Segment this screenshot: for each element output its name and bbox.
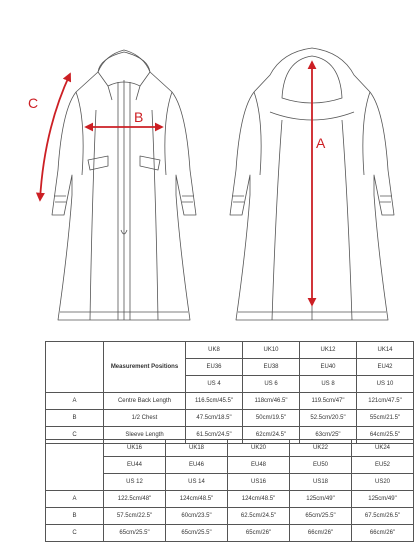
coat-front-view xyxy=(52,50,196,320)
size-row-us: US 12 US 14 US16 US18 US20 xyxy=(46,474,414,491)
size-row-eu: EU44 EU46 EU48 EU50 EU52 xyxy=(46,457,414,474)
table-row: A 122.5cm/48" 124cm/48.5" 124cm/48.5" 125cm/49" 125cm/49" xyxy=(46,491,414,508)
table-row: C 65cm/25.5" 65cm/25.5" 65cm/26" 66cm/26" 66cm/26" xyxy=(46,525,414,542)
measurement-positions-header: Measurement Positions xyxy=(104,342,186,393)
label-a: A xyxy=(316,135,326,151)
size-row-eu: EU36 EU38 EU40 EU42 xyxy=(46,359,414,376)
table-row: B 1/2 Chest 47.5cm/18.5" 50cm/19.5" 52.5cm/20.5" 55cm/21.5" xyxy=(46,410,414,427)
size-chart-table-uk8-uk14 xyxy=(45,341,414,444)
size-row-uk: Measurement Positions UK8 UK10 UK12 UK14 xyxy=(46,342,414,359)
table-row: A Centre Back Length 116.5cm/45.5" 118cm/46.5" 119.5cm/47" 121cm/47.5" xyxy=(46,393,414,410)
size-row-uk: UK16 UK18 UK20 UK22 UK24 xyxy=(46,440,414,457)
size-chart-table-uk16-uk24 xyxy=(45,439,414,542)
table-row: C Sleeve Length 61.5cm/24.5" 62cm/24.5" 63cm/25" 64cm/25.5" xyxy=(46,427,414,444)
measure-c-arrow xyxy=(40,74,70,200)
label-b: B xyxy=(134,109,144,125)
size-row-us: US 4 US 6 US 8 US 10 xyxy=(46,376,414,393)
label-c: C xyxy=(28,95,39,111)
table-row: B 57.5cm/22.5" 60cm/23.5" 62.5cm/24.5" 65cm/25.5" 67.5cm/26.5" xyxy=(46,508,414,525)
